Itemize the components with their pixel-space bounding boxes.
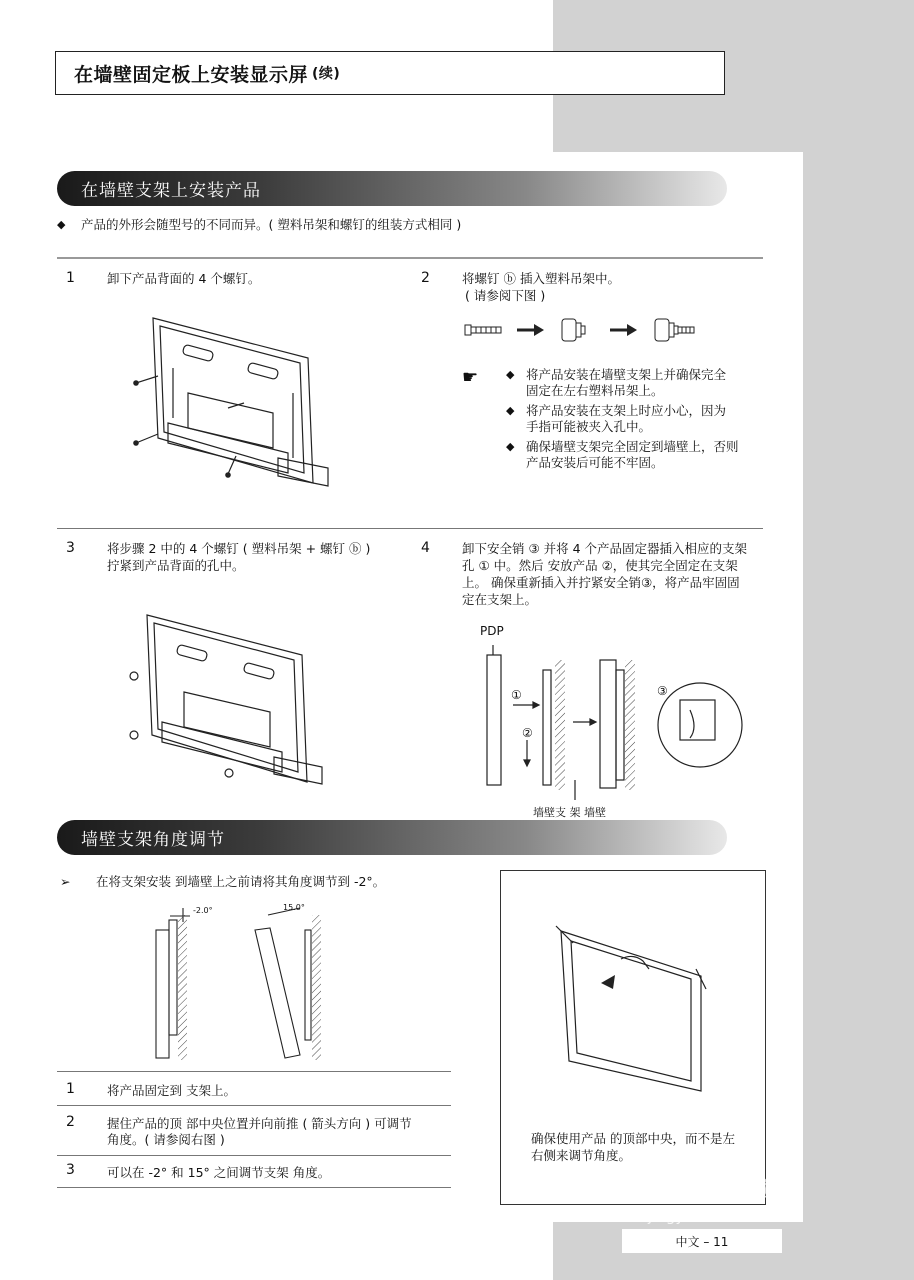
section-heading-angle-text: 墙壁支架角度调节 (81, 830, 225, 850)
watermark-logo (648, 1160, 771, 1206)
divider (57, 257, 763, 259)
step2-text-line2: ( 请参阅下图 ) (465, 288, 546, 303)
diagram-mark-2: ② (522, 726, 533, 740)
pointing-hand-icon: ☛ (462, 367, 479, 388)
step3-text-line1: 将步骤 2 中的 4 个螺钉 ( 塑料吊架 + 螺钉 ⓑ ) (107, 541, 371, 556)
wall-bracket-label: 墙壁支 架 墙壁 (533, 806, 606, 819)
diagram-mark-3: ③ (657, 684, 668, 698)
angle-left-label: -2.0° (193, 906, 213, 915)
step2-number: 2 (421, 270, 430, 286)
step4-number: 4 (421, 540, 430, 556)
section1-intro-text: 产品的外形会随型号的不同而异。( 塑料吊架和螺钉的组装方式相同 ) (81, 217, 462, 232)
page-title-suffix: (续) (312, 66, 341, 82)
diamond-bullet-icon: ◆ (506, 440, 515, 453)
section-heading-install-text: 在墙壁支架上安装产品 (81, 181, 261, 201)
note-item (506, 439, 776, 471)
box-caption-line1: 确保使用产品 的顶部中央，而不是左 (531, 1131, 735, 1146)
page-number-box (622, 1229, 782, 1253)
arrowhead-bullet-icon: ➢ (60, 874, 71, 889)
note-line: 产品安装后可能不牢固。 (526, 455, 664, 470)
section2-intro-text: 在将支架安装 到墙壁上之前请将其角度调节到 -2°。 (96, 874, 386, 889)
angle-step2-number: 2 (66, 1114, 75, 1130)
step4-text-line3: 上。 确保重新插入并拧紧安全销③，将产品牢固固 (462, 575, 740, 590)
watermark-url: jingyan.baidu.com (648, 1207, 787, 1225)
step4-text-line4: 定在支架上。 (462, 592, 538, 607)
diamond-bullet-icon: ◆ (506, 404, 515, 417)
section-heading-install (57, 171, 727, 206)
step1-number: 1 (66, 270, 75, 286)
note-item (506, 403, 776, 435)
watermark-suffix: 经验 (719, 1173, 772, 1203)
box-caption-line2: 右侧来调节角度。 (531, 1148, 632, 1163)
angle-step2-text-line1: 握住产品的顶 部中央位置并向前推 ( 箭头方向 ) 可调节 (107, 1116, 412, 1131)
tv-back-screws-illustration (128, 308, 338, 493)
angle-step2-text-line2: 角度。( 请参阅右图 ) (107, 1132, 225, 1147)
section2-intro (60, 873, 385, 890)
note-line: 手指可能被夹入孔中。 (526, 419, 652, 434)
adjust-angle-box (500, 870, 766, 1205)
step1-text: 卸下产品背面的 4 个螺钉。 (107, 271, 261, 286)
note-item (506, 367, 776, 399)
note-line: 将产品安装在支架上时应小心，因为 (526, 403, 727, 418)
angle-step3-text: 可以在 -2° 和 15° 之间调节支架 角度。 (107, 1165, 331, 1180)
note-line: 确保墙壁支架完全固定到墙壁上，否则 (526, 439, 739, 454)
step4-text-line1: 卸下安全销 ③ 并将 4 个产品固定器插入相应的支架 (462, 541, 748, 556)
watermark-logo-text: Bai (648, 1160, 720, 1206)
section-heading-angle (57, 820, 727, 855)
page-title-box (55, 51, 725, 95)
notes-list (506, 367, 776, 471)
note-line: 将产品安装在墙壁支架上并确保完全 (526, 367, 727, 382)
angle-step1-text: 将产品固定到 支架上。 (107, 1083, 236, 1098)
divider (57, 1187, 451, 1188)
pdp-label: PDP (480, 624, 504, 638)
divider (57, 1071, 451, 1072)
step3-number: 3 (66, 540, 75, 556)
screw-assembly-sequence (462, 315, 702, 345)
diamond-bullet-icon: ◆ (57, 218, 66, 231)
diagram-mark-1: ① (511, 688, 522, 702)
diamond-bullet-icon: ◆ (506, 368, 515, 381)
divider (57, 528, 763, 529)
angle-illustration (150, 900, 360, 1065)
page-number: 中文 – 11 (675, 1234, 729, 1249)
page-title: 在墙壁固定板上安装显示屏 (74, 63, 309, 86)
push-top-center-illustration (501, 871, 765, 1101)
angle-step3-number: 3 (66, 1162, 75, 1178)
angle-step1-number: 1 (66, 1081, 75, 1097)
angle-right-label: 15.0° (283, 903, 305, 912)
tv-back-hangers-illustration (122, 610, 332, 790)
step2-text-line1: 将螺钉 ⓑ 插入塑料吊架中。 (462, 271, 620, 286)
note-line: 固定在左右塑料吊架上。 (526, 383, 664, 398)
divider (57, 1155, 451, 1156)
side-panel-right (803, 0, 914, 1280)
divider (57, 1105, 451, 1106)
step4-text-line2: 孔 ① 中。然后 安放产品 ②，使其完全固定在支架 (462, 558, 738, 573)
step3-text-line2: 拧紧到产品背面的孔中。 (107, 558, 245, 573)
section1-intro (57, 216, 461, 233)
mounting-steps-diagram (475, 640, 745, 805)
